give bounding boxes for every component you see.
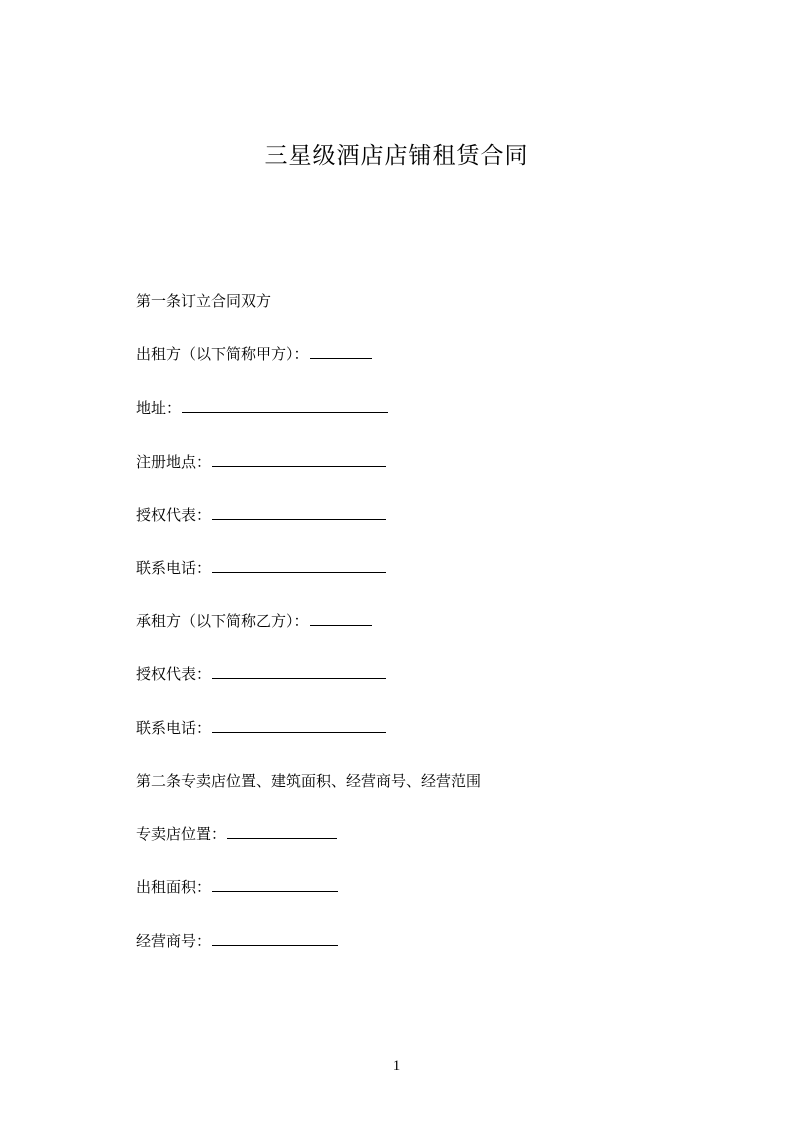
registered-place-blank	[212, 452, 386, 467]
field-label: 经营商号：	[136, 932, 212, 950]
lessee-name-blank	[310, 611, 372, 626]
section-heading-premises	[136, 769, 481, 793]
field-label: 注册地点：	[136, 453, 212, 471]
address-line	[136, 396, 388, 420]
rental-area-line	[136, 875, 338, 899]
lessor-phone-blank	[212, 558, 386, 573]
field-label: 授权代表：	[136, 506, 212, 524]
lessor-representative-blank	[212, 505, 386, 520]
trade-name-blank	[212, 931, 338, 946]
field-label: 联系电话：	[136, 719, 212, 737]
field-label: 联系电话：	[136, 559, 212, 577]
lessee-phone-blank	[212, 718, 386, 733]
field-label: 出租方（以下简称甲方）：	[136, 345, 309, 363]
section-heading-text: 第二条专卖店位置、建筑面积、经营商号、经营范围	[136, 772, 482, 790]
shop-location-line	[136, 822, 337, 846]
field-label: 承租方（以下简称乙方）：	[136, 612, 309, 630]
field-label: 专卖店位置：	[136, 825, 227, 843]
trade-name-line	[136, 929, 338, 953]
shop-location-blank	[227, 824, 337, 839]
rental-area-blank	[212, 877, 338, 892]
address-blank	[182, 398, 388, 413]
field-label: 地址：	[136, 399, 182, 417]
section-heading-parties	[136, 289, 271, 313]
lessor-line	[136, 342, 372, 366]
registered-place-line	[136, 450, 386, 474]
page-number: 1	[392, 1058, 401, 1074]
section-heading-text: 第一条订立合同双方	[136, 292, 272, 310]
document-title: 三星级酒店店铺租赁合同	[264, 143, 529, 169]
lessor-representative-line	[136, 503, 386, 527]
lessor-name-blank	[310, 344, 372, 359]
lessee-representative-blank	[212, 664, 386, 679]
lessee-line	[136, 609, 372, 633]
field-label: 出租面积：	[136, 878, 212, 896]
field-label: 授权代表：	[136, 665, 212, 683]
lessee-representative-line	[136, 662, 386, 686]
lessor-phone-line	[136, 556, 386, 580]
lessee-phone-line	[136, 716, 386, 740]
